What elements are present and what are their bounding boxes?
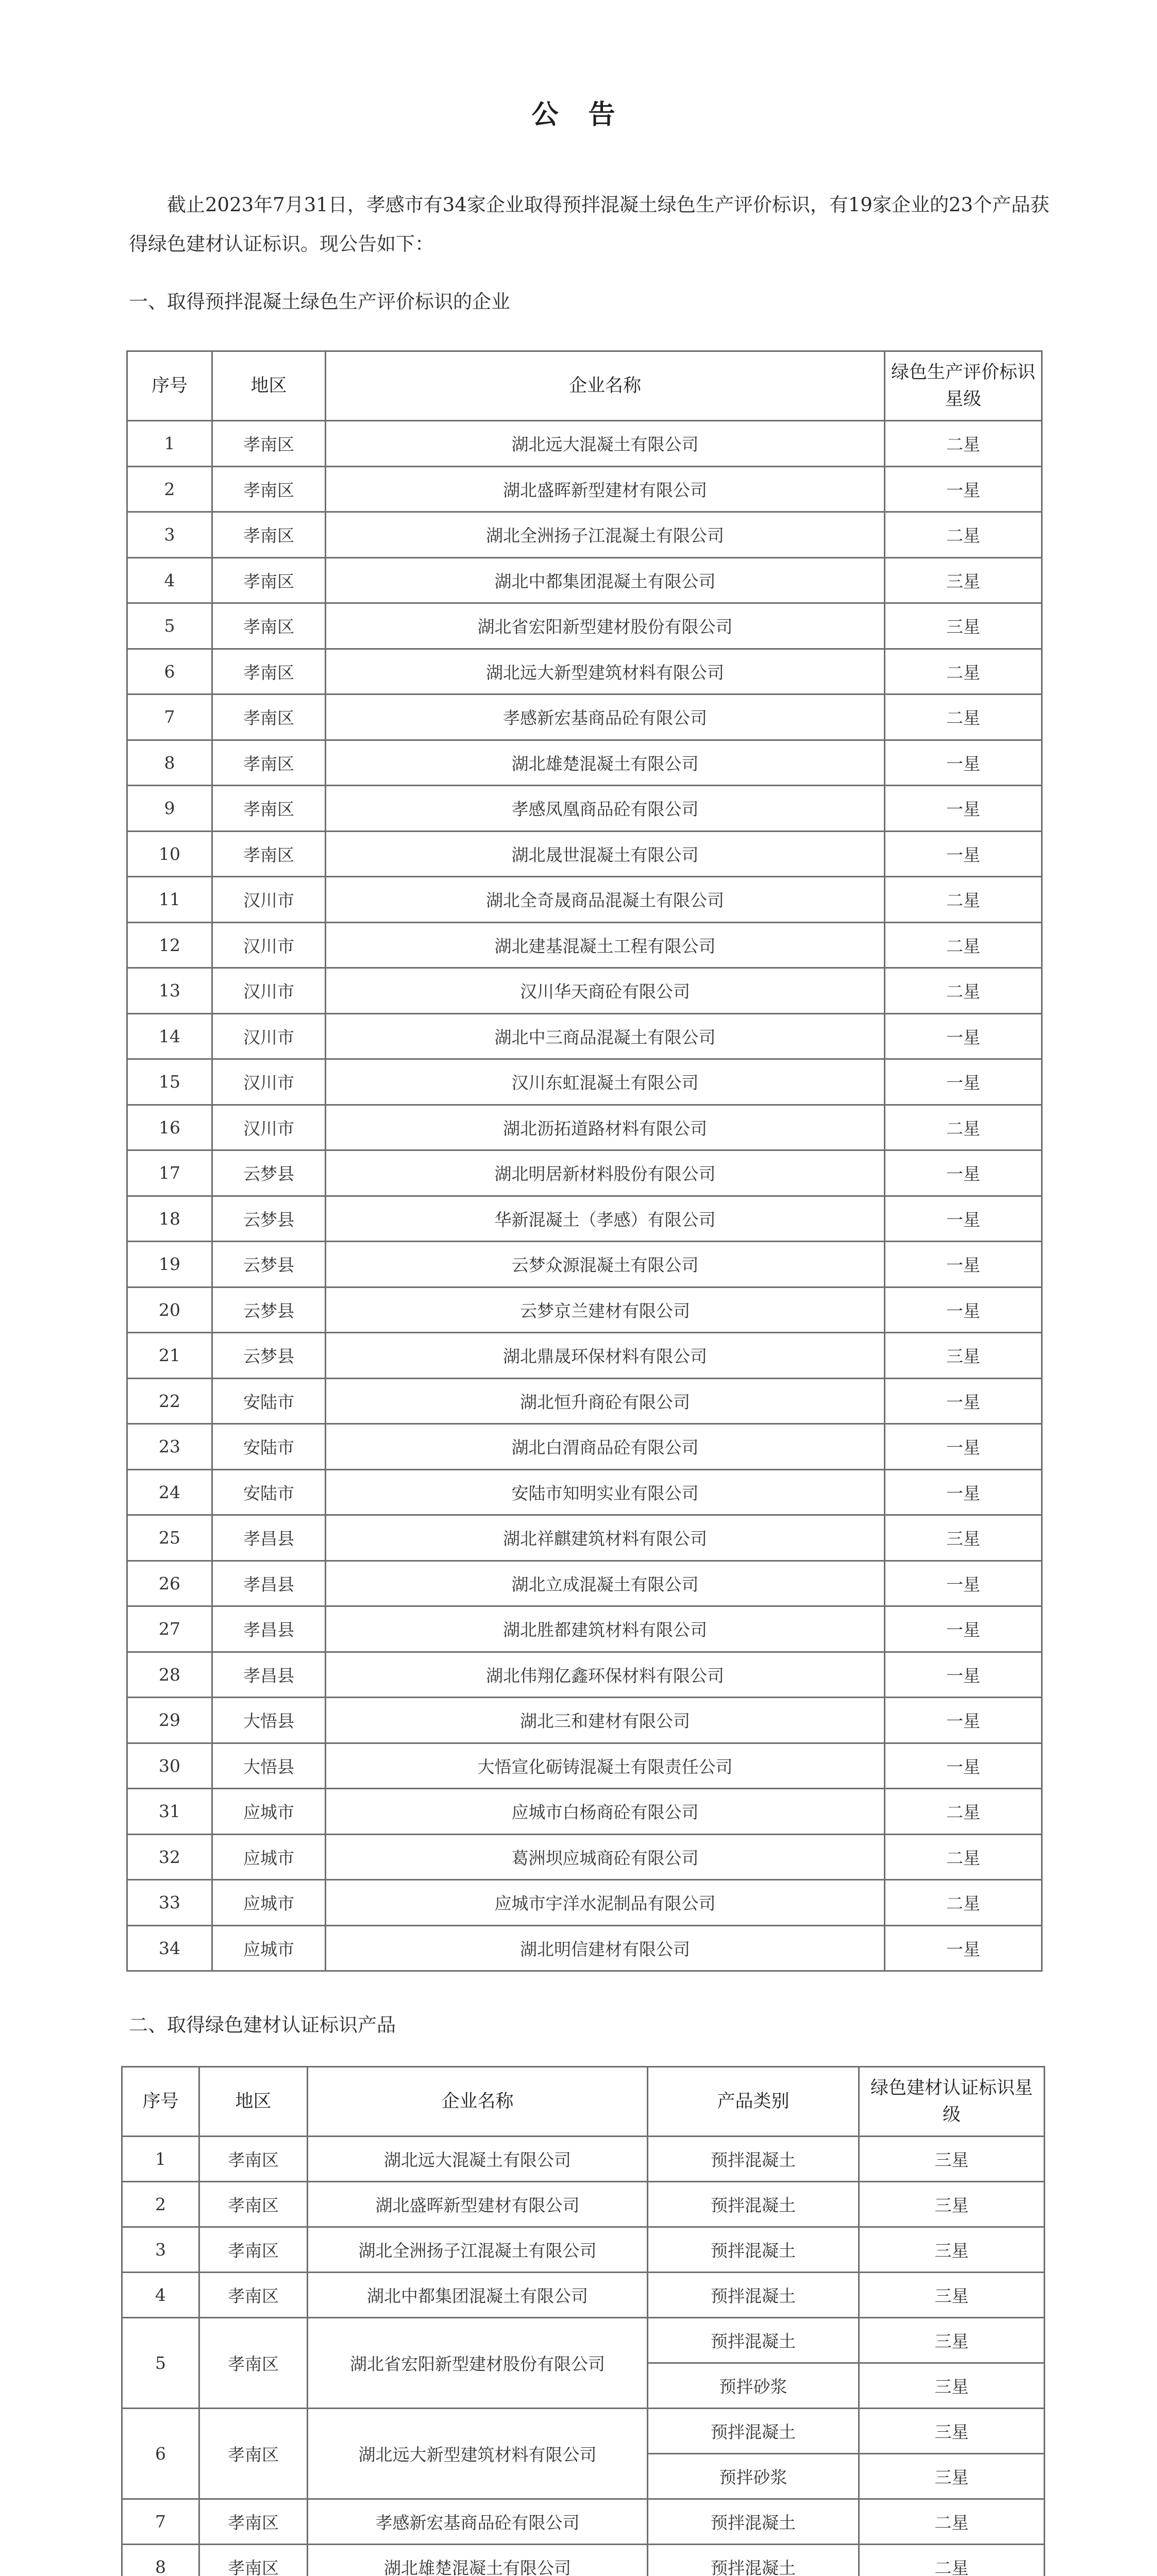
cell-no: 2 (122, 2182, 199, 2227)
cell-no: 19 (127, 1242, 212, 1287)
cell-no: 22 (127, 1378, 212, 1424)
cell-no: 25 (127, 1515, 212, 1561)
cell-company: 湖北沥拓道路材料有限公司 (326, 1105, 885, 1150)
header-no: 序号 (122, 2067, 199, 2137)
cell-no: 18 (127, 1196, 212, 1242)
table-row (127, 1834, 1042, 1880)
cell-star-level: 一星 (885, 1561, 1042, 1606)
cell-company: 湖北远大新型建筑材料有限公司 (308, 2409, 648, 2499)
cell-company: 湖北远大新型建筑材料有限公司 (326, 649, 885, 694)
cell-star-level: 一星 (885, 1925, 1042, 1971)
cell-company: 湖北中都集团混凝土有限公司 (308, 2273, 648, 2318)
table-row (122, 2409, 1045, 2454)
cell-no: 5 (122, 2318, 199, 2409)
cell-region: 安陆市 (212, 1378, 326, 1424)
cell-region: 孝南区 (199, 2409, 308, 2499)
cell-region: 安陆市 (212, 1469, 326, 1515)
table-row (127, 1925, 1042, 1971)
cell-region: 应城市 (212, 1925, 326, 1971)
cell-region: 汉川市 (212, 1059, 326, 1105)
cell-region: 孝南区 (212, 740, 326, 786)
cell-region: 孝南区 (199, 2227, 308, 2273)
table-row (127, 1242, 1042, 1287)
cell-no: 27 (127, 1606, 212, 1652)
cell-star-level: 一星 (885, 1743, 1042, 1789)
table-row (122, 2227, 1045, 2273)
cell-region: 孝昌县 (212, 1515, 326, 1561)
table-row (127, 466, 1042, 512)
table-row (127, 1150, 1042, 1196)
cell-star-level: 二星 (885, 694, 1042, 740)
table-row (122, 2137, 1045, 2182)
cell-region: 孝南区 (212, 421, 326, 467)
cell-no: 21 (127, 1333, 212, 1379)
table-row (127, 877, 1042, 923)
cell-region: 云梦县 (212, 1287, 326, 1333)
cell-product-category: 预拌混凝土 (648, 2409, 859, 2454)
cell-region: 汉川市 (212, 1013, 326, 1059)
cell-no: 8 (122, 2545, 199, 2576)
cell-no: 16 (127, 1105, 212, 1150)
cell-company: 湖北三和建材有限公司 (326, 1698, 885, 1743)
cell-star-level: 一星 (885, 1059, 1042, 1105)
cell-region: 孝南区 (212, 603, 326, 649)
table-row (127, 1013, 1042, 1059)
cell-star-level: 一星 (885, 1469, 1042, 1515)
cell-region: 应城市 (212, 1789, 326, 1835)
table-row (127, 831, 1042, 877)
table-row (127, 1515, 1042, 1561)
cell-no: 24 (127, 1469, 212, 1515)
table-row (127, 557, 1042, 603)
table-row (127, 1561, 1042, 1606)
table-row (127, 740, 1042, 786)
cell-region: 云梦县 (212, 1196, 326, 1242)
header-company: 企业名称 (326, 351, 885, 421)
header-company: 企业名称 (308, 2067, 648, 2137)
green-certification-table-body (122, 2137, 1045, 2576)
cell-star-level: 二星 (885, 922, 1042, 968)
cell-star-level: 一星 (885, 1698, 1042, 1743)
cell-region: 孝昌县 (212, 1606, 326, 1652)
header-star-level: 绿色生产评价标识星级 (885, 351, 1042, 421)
cell-star-level: 一星 (885, 740, 1042, 786)
cell-region: 孝南区 (199, 2137, 308, 2182)
cell-no: 1 (127, 421, 212, 467)
cell-region: 云梦县 (212, 1333, 326, 1379)
cell-region: 汉川市 (212, 922, 326, 968)
cell-region: 孝南区 (199, 2182, 308, 2227)
cell-company: 孝感新宏基商品砼有限公司 (326, 694, 885, 740)
page-title: 公 告 (531, 99, 626, 130)
table-header-row (122, 2067, 1045, 2137)
cell-region: 大悟县 (212, 1743, 326, 1789)
cell-star-level: 一星 (885, 786, 1042, 832)
cell-company: 湖北远大混凝土有限公司 (308, 2137, 648, 2182)
cell-star-level: 一星 (885, 1424, 1042, 1470)
cell-no: 30 (127, 1743, 212, 1789)
cell-cert-star-level: 三星 (859, 2137, 1045, 2182)
cell-no: 7 (127, 694, 212, 740)
cell-no: 33 (127, 1880, 212, 1926)
cell-product-category: 预拌混凝土 (648, 2227, 859, 2273)
table-row (122, 2273, 1045, 2318)
cell-star-level: 一星 (885, 1652, 1042, 1698)
table-row (127, 1105, 1042, 1150)
cell-star-level: 二星 (885, 1880, 1042, 1926)
green-certification-table (121, 2066, 1045, 2576)
cell-product-category: 预拌砂浆 (648, 2363, 859, 2409)
table-row (127, 421, 1042, 467)
table-row (122, 2499, 1045, 2545)
cell-star-level: 二星 (885, 649, 1042, 694)
cell-no: 15 (127, 1059, 212, 1105)
cell-no: 3 (127, 512, 212, 558)
cell-company: 湖北盛晖新型建材有限公司 (308, 2182, 648, 2227)
cell-star-level: 一星 (885, 1242, 1042, 1287)
cell-company: 应城市白杨商砼有限公司 (326, 1789, 885, 1835)
cell-no: 29 (127, 1698, 212, 1743)
cell-company: 湖北全洲扬子江混凝土有限公司 (308, 2227, 648, 2273)
cell-region: 孝南区 (199, 2318, 308, 2409)
cell-company: 湖北立成混凝土有限公司 (326, 1561, 885, 1606)
cell-cert-star-level: 三星 (859, 2318, 1045, 2363)
cell-region: 孝南区 (212, 557, 326, 603)
cell-no: 5 (127, 603, 212, 649)
table-row (127, 649, 1042, 694)
cell-product-category: 预拌混凝土 (648, 2273, 859, 2318)
section1-heading: 一、取得预拌混凝土绿色生产评价标识的企业 (129, 291, 510, 313)
cell-region: 应城市 (212, 1880, 326, 1926)
intro-paragraph: 截止2023年7月31日，孝感市有34家企业取得预拌混凝土绿色生产评价标识，有19家企业的23个产品获得绿色建材认证标识。现公告如下： (129, 194, 1050, 255)
cell-star-level: 二星 (885, 877, 1042, 923)
cell-company: 湖北鼎晟环保材料有限公司 (326, 1333, 885, 1379)
cell-region: 孝南区 (212, 694, 326, 740)
cell-region: 孝南区 (212, 831, 326, 877)
cell-company: 湖北远大混凝土有限公司 (326, 421, 885, 467)
cell-cert-star-level: 二星 (859, 2499, 1045, 2545)
table-row (127, 1698, 1042, 1743)
cell-region: 云梦县 (212, 1242, 326, 1287)
cell-company: 湖北明信建材有限公司 (326, 1925, 885, 1971)
cell-star-level: 一星 (885, 466, 1042, 512)
table-row (122, 2318, 1045, 2363)
cell-cert-star-level: 三星 (859, 2454, 1045, 2499)
cell-company: 湖北雄楚混凝土有限公司 (308, 2545, 648, 2576)
table-row (127, 1606, 1042, 1652)
cell-no: 28 (127, 1652, 212, 1698)
cell-star-level: 三星 (885, 1515, 1042, 1561)
cell-company: 湖北雄楚混凝土有限公司 (326, 740, 885, 786)
cell-region: 孝南区 (212, 649, 326, 694)
header-no: 序号 (127, 351, 212, 421)
table-row (127, 603, 1042, 649)
cell-star-level: 一星 (885, 1287, 1042, 1333)
cell-region: 孝南区 (212, 466, 326, 512)
cell-no: 4 (122, 2273, 199, 2318)
cell-star-level: 二星 (885, 1105, 1042, 1150)
cell-no: 14 (127, 1013, 212, 1059)
cell-no: 4 (127, 557, 212, 603)
cell-no: 6 (122, 2409, 199, 2499)
table-row (127, 1424, 1042, 1470)
cell-company: 湖北明居新材料股份有限公司 (326, 1150, 885, 1196)
table-row (127, 1378, 1042, 1424)
table-row (127, 1333, 1042, 1379)
table-row (127, 786, 1042, 832)
cell-cert-star-level: 三星 (859, 2363, 1045, 2409)
cell-star-level: 一星 (885, 1196, 1042, 1242)
cell-region: 汉川市 (212, 968, 326, 1014)
cell-company: 云梦京兰建材有限公司 (326, 1287, 885, 1333)
cell-product-category: 预拌混凝土 (648, 2545, 859, 2576)
cell-no: 23 (127, 1424, 212, 1470)
cell-product-category: 预拌砂浆 (648, 2454, 859, 2499)
cell-company: 湖北晟世混凝土有限公司 (326, 831, 885, 877)
cell-no: 3 (122, 2227, 199, 2273)
cell-company: 湖北省宏阳新型建材股份有限公司 (308, 2318, 648, 2409)
header-region: 地区 (212, 351, 326, 421)
cell-company: 安陆市知明实业有限公司 (326, 1469, 885, 1515)
cell-star-level: 一星 (885, 1013, 1042, 1059)
cell-star-level: 一星 (885, 1150, 1042, 1196)
green-production-table-body (127, 421, 1042, 1971)
cell-no: 17 (127, 1150, 212, 1196)
cell-company: 汉川东虹混凝土有限公司 (326, 1059, 885, 1105)
table-row (127, 1287, 1042, 1333)
cell-no: 20 (127, 1287, 212, 1333)
cell-product-category: 预拌混凝土 (648, 2182, 859, 2227)
cell-company: 大悟宣化砺铸混凝土有限责任公司 (326, 1743, 885, 1789)
table-row (122, 2182, 1045, 2227)
table-row (127, 1652, 1042, 1698)
cell-region: 孝昌县 (212, 1652, 326, 1698)
cell-no: 12 (127, 922, 212, 968)
section2-heading: 二、取得绿色建材认证标识产品 (129, 2014, 396, 2036)
cell-company: 湖北恒升商砼有限公司 (326, 1378, 885, 1424)
cell-company: 汉川华天商砼有限公司 (326, 968, 885, 1014)
cell-star-level: 一星 (885, 1378, 1042, 1424)
cell-company: 孝感新宏基商品砼有限公司 (308, 2499, 648, 2545)
cell-no: 1 (122, 2137, 199, 2182)
cell-no: 2 (127, 466, 212, 512)
cell-star-level: 三星 (885, 1333, 1042, 1379)
cell-product-category: 预拌混凝土 (648, 2137, 859, 2182)
cell-star-level: 一星 (885, 1606, 1042, 1652)
cell-company: 湖北建基混凝土工程有限公司 (326, 922, 885, 968)
cell-no: 26 (127, 1561, 212, 1606)
table-row (127, 1743, 1042, 1789)
table-row (127, 1880, 1042, 1926)
table-row (127, 1789, 1042, 1835)
cell-no: 34 (127, 1925, 212, 1971)
cell-region: 孝昌县 (212, 1561, 326, 1606)
cell-company: 湖北盛晖新型建材有限公司 (326, 466, 885, 512)
cell-no: 10 (127, 831, 212, 877)
table-header-row (127, 351, 1042, 421)
cell-cert-star-level: 三星 (859, 2409, 1045, 2454)
cell-company: 湖北全洲扬子江混凝土有限公司 (326, 512, 885, 558)
cell-no: 13 (127, 968, 212, 1014)
cell-star-level: 二星 (885, 968, 1042, 1014)
cell-star-level: 二星 (885, 1789, 1042, 1835)
cell-company: 湖北胜都建筑材料有限公司 (326, 1606, 885, 1652)
cell-no: 9 (127, 786, 212, 832)
cell-company: 湖北全奇晟商品混凝土有限公司 (326, 877, 885, 923)
table-row (127, 1059, 1042, 1105)
cell-region: 汉川市 (212, 877, 326, 923)
cell-star-level: 三星 (885, 557, 1042, 603)
cell-company: 云梦众源混凝土有限公司 (326, 1242, 885, 1287)
table-row (122, 2545, 1045, 2576)
cell-region: 孝南区 (199, 2499, 308, 2545)
cell-company: 湖北白渭商品砼有限公司 (326, 1424, 885, 1470)
table-row (127, 694, 1042, 740)
cell-cert-star-level: 三星 (859, 2182, 1045, 2227)
cell-star-level: 一星 (885, 831, 1042, 877)
cell-star-level: 二星 (885, 512, 1042, 558)
cell-star-level: 二星 (885, 1834, 1042, 1880)
cell-no: 8 (127, 740, 212, 786)
cell-cert-star-level: 二星 (859, 2545, 1045, 2576)
cell-company: 华新混凝土（孝感）有限公司 (326, 1196, 885, 1242)
header-cert-star-level: 绿色建材认证标识星级 (859, 2067, 1045, 2137)
cell-region: 孝南区 (212, 512, 326, 558)
cell-region: 安陆市 (212, 1424, 326, 1470)
table-row (127, 1196, 1042, 1242)
table-row (127, 512, 1042, 558)
cell-star-level: 二星 (885, 421, 1042, 467)
table-row (127, 922, 1042, 968)
cell-company: 应城市宇洋水泥制品有限公司 (326, 1880, 885, 1926)
cell-company: 孝感凤凰商品砼有限公司 (326, 786, 885, 832)
cell-no: 31 (127, 1789, 212, 1835)
cell-product-category: 预拌混凝土 (648, 2318, 859, 2363)
header-region: 地区 (199, 2067, 308, 2137)
cell-region: 云梦县 (212, 1150, 326, 1196)
cell-cert-star-level: 三星 (859, 2273, 1045, 2318)
cell-company: 湖北省宏阳新型建材股份有限公司 (326, 603, 885, 649)
cell-no: 32 (127, 1834, 212, 1880)
cell-region: 汉川市 (212, 1105, 326, 1150)
cell-star-level: 三星 (885, 603, 1042, 649)
cell-no: 11 (127, 877, 212, 923)
table-row (127, 968, 1042, 1014)
green-production-table (126, 350, 1043, 1972)
cell-cert-star-level: 三星 (859, 2227, 1045, 2273)
cell-no: 6 (127, 649, 212, 694)
cell-region: 孝南区 (199, 2273, 308, 2318)
cell-region: 大悟县 (212, 1698, 326, 1743)
cell-company: 湖北中三商品混凝土有限公司 (326, 1013, 885, 1059)
cell-product-category: 预拌混凝土 (648, 2499, 859, 2545)
cell-region: 孝南区 (199, 2545, 308, 2576)
cell-company: 湖北祥麒建筑材料有限公司 (326, 1515, 885, 1561)
cell-company: 葛洲坝应城商砼有限公司 (326, 1834, 885, 1880)
cell-company: 湖北中都集团混凝土有限公司 (326, 557, 885, 603)
cell-region: 应城市 (212, 1834, 326, 1880)
header-product-category: 产品类别 (648, 2067, 859, 2137)
cell-region: 孝南区 (212, 786, 326, 832)
cell-company: 湖北伟翔亿鑫环保材料有限公司 (326, 1652, 885, 1698)
table-row (127, 1469, 1042, 1515)
cell-no: 7 (122, 2499, 199, 2545)
